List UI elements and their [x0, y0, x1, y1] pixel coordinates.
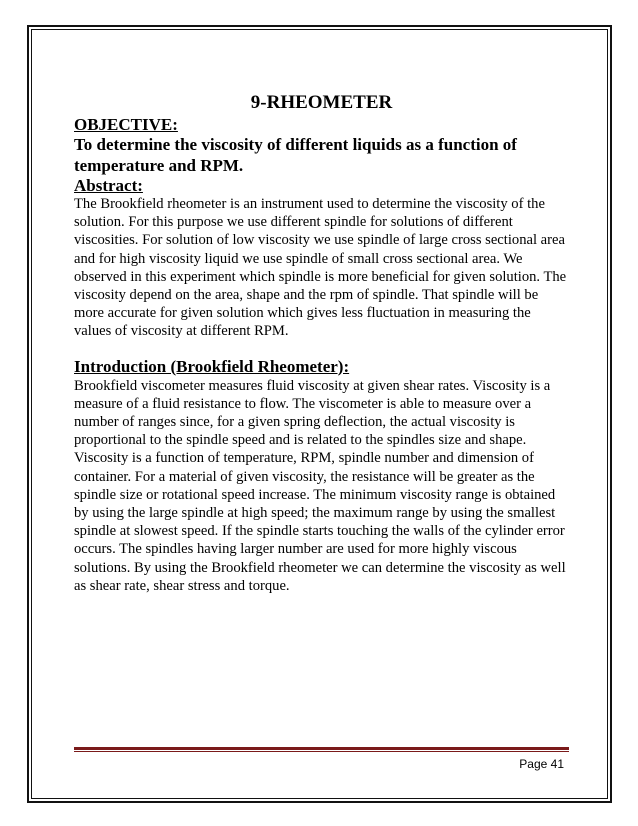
introduction-heading: Introduction (Brookfield Rheometer): [74, 356, 350, 376]
page-title: 9-RHEOMETER [250, 92, 393, 113]
abstract-heading: Abstract: [74, 176, 143, 195]
page-number: Page 41 [519, 757, 564, 771]
introduction-paragraph: Brookfield viscometer measures fluid viscosity at given shear rates. Viscosity is a measure of a fluid resistance to flow. The viscometer is able to measure over a number of ranges since, for a given spring deflection, the actual viscosity is proportional to the spindle speed and is related to the spindles size and shape. Viscosity is a function of temperature, RPM, spindle number and dimension of container. For a material of given viscosity, the resistance will be greater as the spindle size or rotational speed increase. The minimum viscosity range is obtained by using the large spindle at high speed; the maximum range by using the smallest spindle at slowest speed. If the spindle starts touching the walls of the cylinder error occurs. The spindles having larger number are used for more highly viscous solutions. By using the Brookfield rheometer we can determine the viscosity as well as shear rate, shear stress and torque. [74, 377, 566, 594]
footer-rule-thin [74, 751, 569, 752]
document-body [74, 92, 569, 595]
abstract-paragraph: The Brookfield rheometer is an instrument used to determine the viscosity of the solution. For this purpose we use different spindle for solutions of different viscosities. For solution of low viscosity we use spindle of large cross sectional area and for high viscosity liquid we use spindle of small cross sectional area. We observed in this experiment which spindle is more beneficial for given solution. The viscosity depend on the area, shape and the rpm of spindle. That spindle will be more accurate for given solution which gives less fluctuation in measuring the values of viscosity at different RPM. [74, 196, 567, 340]
objective-text: To determine the viscosity of different liquids as a function of temperature and RPM. [74, 135, 517, 175]
footer-rule [74, 747, 569, 750]
objective-heading: OBJECTIVE: [74, 115, 178, 134]
